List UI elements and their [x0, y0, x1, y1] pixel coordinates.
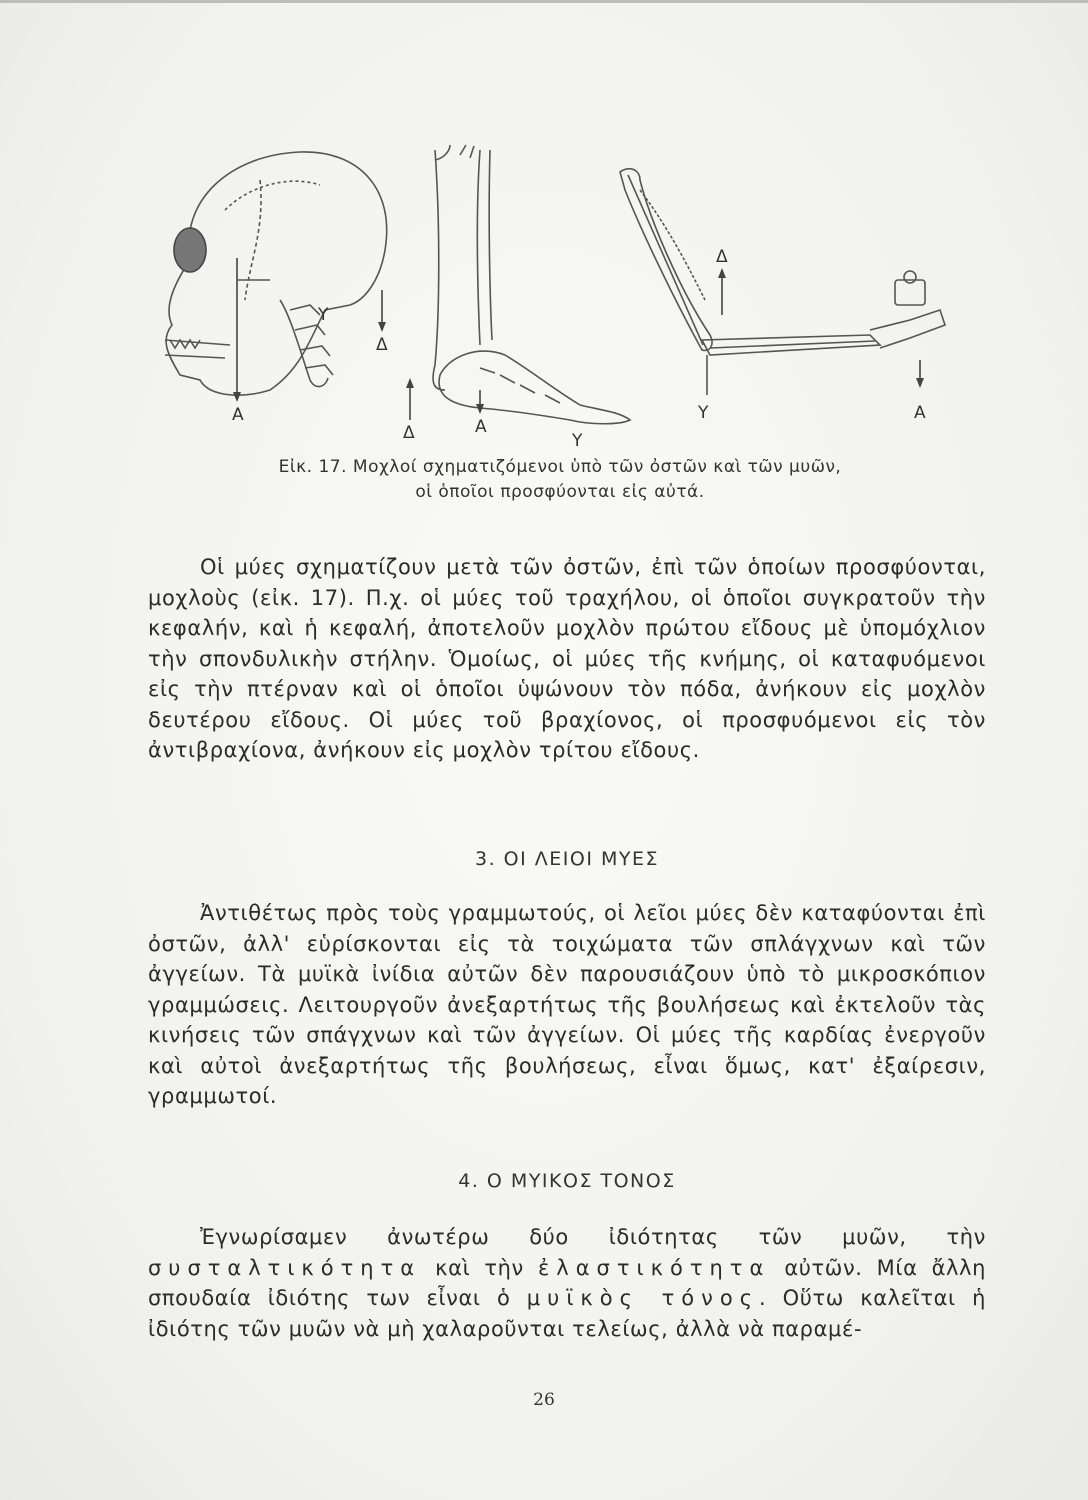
lever-illustration: [150, 140, 970, 450]
text-run: καὶ τὴν: [421, 1255, 538, 1280]
top-border: [0, 0, 1088, 3]
section-heading-4: 4. Ο ΜΥΙΚΟΣ ΤΟΝΟΣ: [458, 1170, 676, 1192]
skull-label-d: Δ: [376, 335, 388, 355]
term-muscle-tone: μυϊκὸς τόνος: [526, 1286, 760, 1310]
term-contractility: συσταλτικότητα: [148, 1255, 422, 1280]
paragraph-smooth-muscles: [148, 898, 986, 1112]
arm-drawing: [620, 169, 945, 395]
arm-label-a: Α: [914, 403, 926, 423]
foot-label-d: Δ: [403, 423, 415, 443]
text-run: αὐτῶν. Μία ἄλλη σπουδαία ἰδιότης των εἶναι ὁ: [148, 1255, 986, 1310]
paragraph-smooth-muscles-text: Ἀντιθέτως πρὸς τοὺς γραμμωτούς, οἱ λεῖοι μύες δὲν καταφύονται ἐπὶ ὀστῶν, ἀλλ' εὑρίσκονται εἰς τὰ τοιχώματα τῶν σπλάγχνων καὶ τῶν ἀγγείων. Τὰ μυϊκὰ ἰνίδια αὐτῶν δὲν παρουσιάζουν ὑπὸ τὸ μικροσκόπιον γραμμώσεις. Λειτουργοῦν ἀνεξαρτήτως τῆς βουλήσεως καὶ ἐκτελοῦν τὰς κινήσεις τῶν σπάγχνων καὶ τῶν ἀγγείων. Οἱ μύες τῆς καρδίας ἐνεργοῦν καὶ αὐτοὶ ἀνεξαρτήτως τῆς βουλήσεως, εἶναι ὅμως, κατ' ἐξαίρεσιν, γραμμωτοί.: [148, 901, 986, 1108]
skull-drawing: [165, 152, 387, 402]
lever-figure: [150, 140, 970, 450]
paragraph-levers: [148, 552, 986, 766]
arm-label-d: Δ: [716, 247, 728, 267]
text-run: . Οὕτω καλεῖται ἡ ἰδιότης τῶν μυῶν νὰ μὴ χαλαροῦνται τελείως, ἀλλὰ νὰ παραμέ-: [148, 1286, 986, 1341]
foot-label-y: Υ: [572, 431, 583, 450]
figure-caption: [210, 455, 910, 505]
term-elasticity: ἐλαστικότητα: [537, 1255, 771, 1280]
caption-line-1: Εἰκ. 17. Μοχλοί σχηματιζόμενοι ὑπὸ τῶν ὀστῶν καὶ τῶν μυῶν,: [278, 457, 842, 477]
paragraph-levers-text: Οἱ μύες σχηματίζουν μετὰ τῶν ὀστῶν, ἐπὶ τῶν ὁποίων προσφύονται, μοχλοὺς (εἰκ. 17). Π.χ. οἱ μύες τοῦ τραχήλου, οἱ ὁποῖοι συγκρατοῦν τὴν κεφαλήν, καὶ ἡ κεφαλή, ἀποτελοῦν μοχλὸν πρώτου εἴδους μὲ ὑπομόχλιον τὴν σπονδυλικὴν στήλην. Ὁμοίως, οἱ μύες τῆς κνήμης, οἱ καταφυόμενοι εἰς τὴν πτέρναν καὶ οἱ ὁποῖοι ὑψώνουν τὸν πόδα, ἀνήκουν εἰς μοχλὸν δευτέρου εἴδους. Οἱ μύες τοῦ βραχίονος, οἱ προσφυόμενοι εἰς τὸν ἀντιβραχίονα, ἀνήκουν εἰς μοχλὸν τρίτου εἴδους.: [148, 555, 986, 762]
foot-label-a: Α: [475, 417, 487, 437]
skull-label-a: Α: [232, 405, 244, 425]
foot-drawing: [406, 145, 630, 424]
text-run: Ἐγνωρίσαμεν ἀνωτέρω δύο ἰδιότητας τῶν μυῶν, τὴν: [200, 1225, 986, 1249]
caption-line-2: οἱ ὁποῖοι προσφύονται εἰς αὐτά.: [415, 482, 705, 502]
paragraph-muscle-tone-text: [148, 1222, 986, 1344]
skull-label-y: Υ: [318, 305, 329, 325]
section-heading-3: 3. ΟΙ ΛΕΙΟΙ ΜΥΕΣ: [475, 848, 659, 870]
paragraph-muscle-tone: [148, 1222, 986, 1344]
page-number: 26: [533, 1390, 555, 1410]
arm-label-y: Υ: [698, 403, 709, 423]
